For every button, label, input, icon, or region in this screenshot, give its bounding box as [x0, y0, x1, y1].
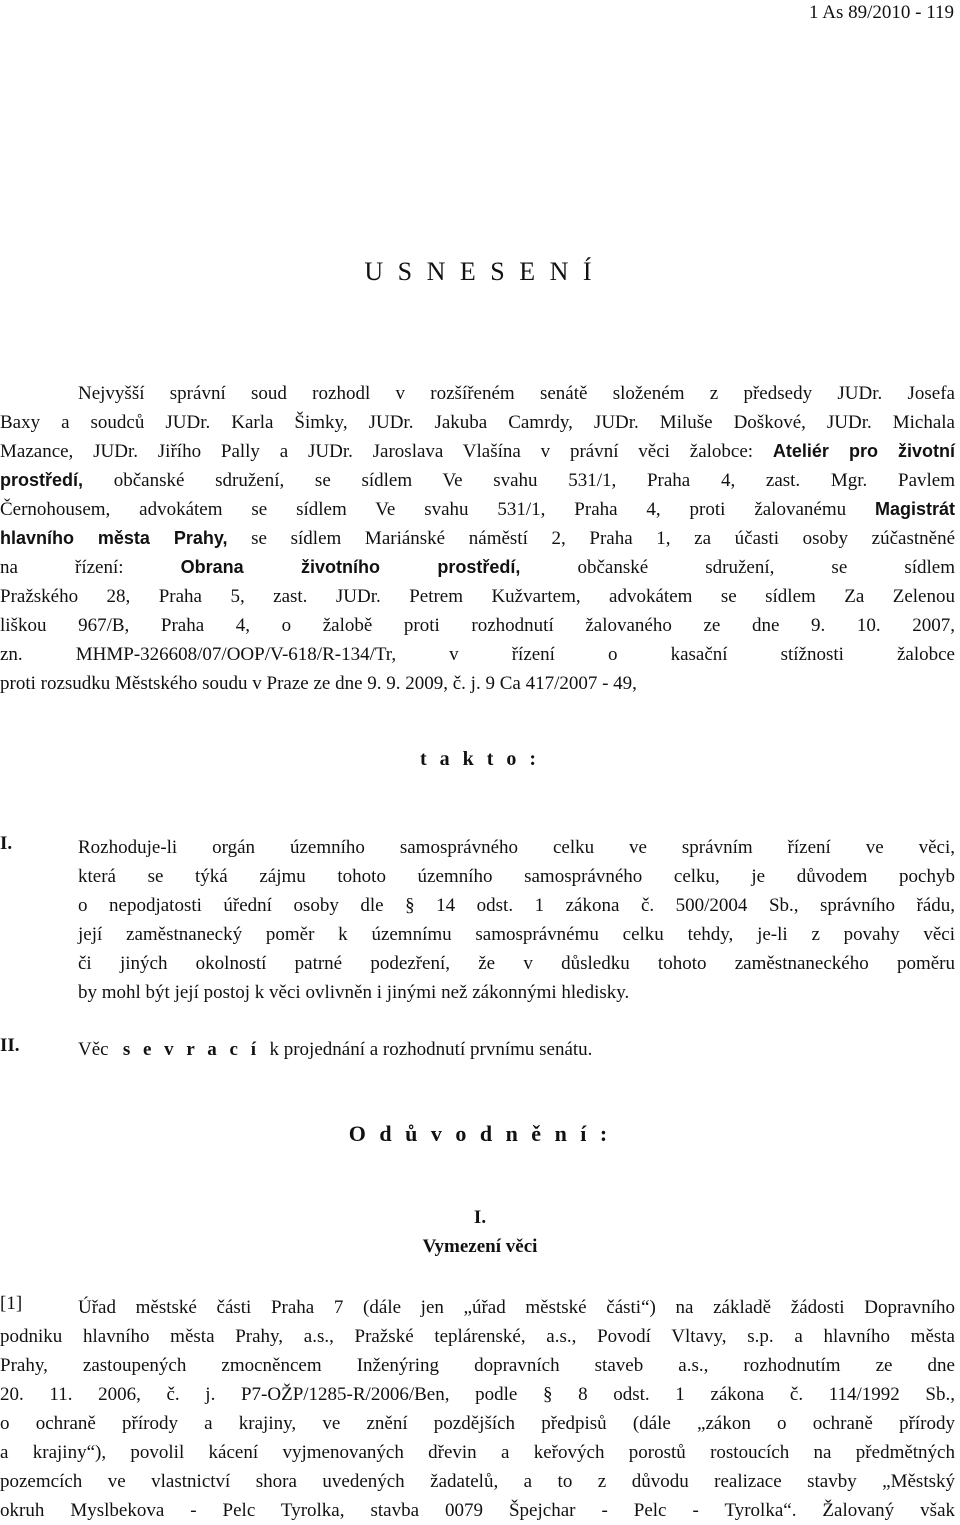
- defendant-name: Magistrát: [874, 499, 955, 519]
- verdict-line: o nepodjatosti úřední osoby dle § 14 odst. 1 zákona č. 500/2004 Sb., správního řádu,: [78, 895, 955, 916]
- verdict-numeral: I.: [0, 833, 13, 854]
- verdict-line: či jiných okolností patrné podezření, že v důsledku tohoto zaměstnaneckého poměru: [78, 953, 955, 974]
- verdict-numeral: II.: [0, 1035, 20, 1056]
- verdict-line: její zaměstnanecký poměr k územnímu samosprávnému celku tehdy, je-li z povahy věci: [78, 924, 955, 945]
- intro-line: Baxy a soudců JUDr. Karla Šimky, JUDr. Jakuba Camrdy, JUDr. Miluše Doškové, JUDr. Michala: [0, 412, 955, 433]
- verdict-line: by mohl být její postoj k věci ovlivněn i jinými než zákonnými hledisky.: [78, 982, 630, 1003]
- verdict-line: Věc s e v r a c í k projednání a rozhodnutí prvnímu senátu.: [78, 1039, 593, 1060]
- reasoning-line: pozemcích ve vlastnictví shora uvedených žadatelů, a to z důvodu realizace stavby „Městský: [0, 1471, 955, 1492]
- document-title: U S N E S E N Í: [364, 257, 596, 286]
- verdict-text: [78, 833, 955, 1007]
- reasoning-line: Prahy, zastoupených zmocněncem Inženýring dopravních staveb a.s., rozhodnutím ze dne: [0, 1355, 955, 1376]
- plaintiff-name: Ateliér pro životní: [772, 441, 956, 461]
- plaintiff-name-cont: prostředí,: [0, 470, 84, 490]
- intro-line: Nejvyšší správní soud rozhodl v rozšířeném senátě složeném z předsedy JUDr. Josefa: [78, 383, 955, 404]
- verdict-line: Rozhoduje-li orgán územního samosprávného celku ve správním řízení ve věci,: [78, 837, 955, 858]
- verdict-text: [78, 1035, 955, 1064]
- intro-line: Mazance, JUDr. Jiřího Pally a JUDr. Jaroslava Vlašína v právní věci žalobce: Ateliér pro životní: [0, 441, 956, 462]
- verdict-line: která se týká zájmu tohoto územního samosprávného celku, je důvodem pochyb: [78, 866, 955, 887]
- spaced-verb: s e v r a c í: [122, 1039, 260, 1060]
- paragraph-number: [1]: [0, 1293, 23, 1314]
- reasoning-line: Úřad městské části Praha 7 (dále jen „úřad městské části“) na základě žádosti Dopravního: [78, 1297, 955, 1318]
- intro-line: proti rozsudku Městského soudu v Praze ze dne 9. 9. 2009, č. j. 9 Ca 417/2007 - 49,: [0, 673, 637, 694]
- intro-line: Černohousem, advokátem se sídlem Ve svahu 531/1, Praha 4, proti žalovanému Magistrát: [0, 499, 955, 520]
- section-title: Vymezení věci: [422, 1236, 538, 1257]
- defendant-name-cont: hlavního města Prahy,: [0, 528, 228, 548]
- party-name: Obrana životního prostředí,: [180, 557, 521, 577]
- intro-line: prostředí, občanské sdružení, se sídlem Ve svahu 531/1, Praha 4, zast. Mgr. Pavlem: [0, 470, 955, 491]
- intro-line: liškou 967/B, Praha 4, o žalobě proti rozhodnutí žalovaného ze dne 9. 10. 2007,: [0, 615, 955, 636]
- intro-line: hlavního města Prahy, se sídlem Mariánské náměstí 2, Praha 1, za účasti osoby zúčastněné: [0, 528, 955, 549]
- reasoning-line: 20. 11. 2006, č. j. P7-OŽP/1285-R/2006/Ben, podle § 8 odst. 1 zákona č. 114/1992 Sb.,: [0, 1384, 955, 1405]
- reasoning-line: okruh Myslbekova - Pelc Tyrolka, stavba 0079 Špejchar - Pelc - Tyrolka“. Žalovaný však: [0, 1500, 955, 1521]
- reasoning-line: o ochraně přírody a krajiny, ve znění pozdějších předpisů (dále „zákon o ochraně přírody: [0, 1413, 955, 1434]
- takto-heading: t a k t o :: [419, 748, 541, 770]
- intro-line: zn. MHMP-326608/07/OOP/V-618/R-134/Tr, v řízení o kasační stížnosti žalobce: [0, 644, 955, 665]
- intro-line: Pražského 28, Praha 5, zast. JUDr. Petrem Kužvartem, advokátem se sídlem Za Zelenou: [0, 586, 955, 607]
- reasoning-heading: O d ů v o d n ě n í :: [348, 1121, 612, 1146]
- reasoning-line: a krajiny“), povolil kácení vyjmenovaných dřevin a keřových porostů rostoucích na předmětných: [0, 1442, 955, 1463]
- case-reference: 1 As 89/2010 - 119: [809, 2, 954, 23]
- reasoning-paragraph: [0, 1293, 955, 1525]
- intro-paragraph: [0, 379, 955, 698]
- intro-line: na řízení: Obrana životního prostředí, občanské sdružení, se sídlem: [0, 557, 956, 578]
- section-number: I.: [473, 1207, 487, 1228]
- reasoning-line: podniku hlavního města Prahy, a.s., Pražské teplárenské, a.s., Povodí Vltavy, s.p. a hlavního města: [0, 1326, 955, 1347]
